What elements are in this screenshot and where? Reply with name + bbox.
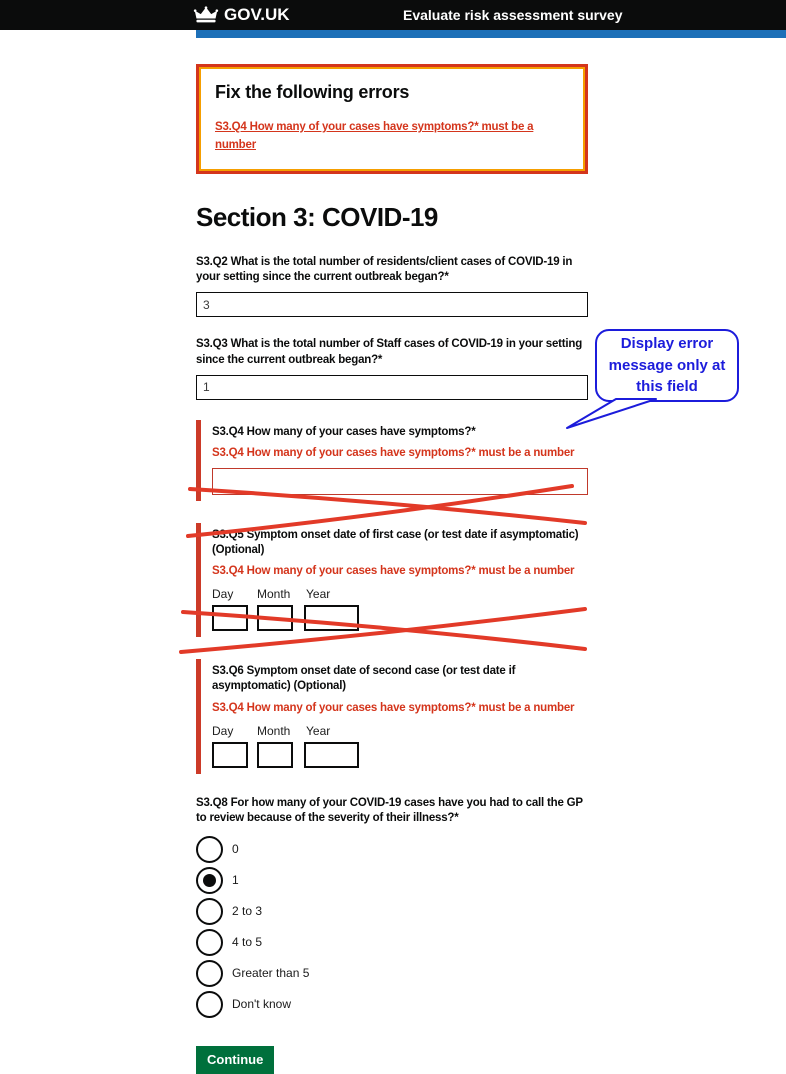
question-s3q6-year-input[interactable] (304, 742, 359, 768)
month-label: Month (257, 587, 291, 602)
annotation-bubble (595, 329, 739, 402)
question-s3q4-label: S3.Q4 How many of your cases have symptoms?* (212, 425, 476, 438)
radio-circle-icon[interactable] (196, 960, 223, 987)
year-label: Year (306, 587, 331, 602)
question-s3q2-label: S3.Q2 What is the total number of residents/client cases of COVID-19 in your setting since the current outbreak began?* (196, 256, 573, 284)
section-heading: Section 3: COVID-19 (196, 202, 438, 232)
radio-option-0[interactable] (196, 836, 588, 863)
question-s3q6-error-group (196, 659, 588, 773)
govuk-logo[interactable] (193, 0, 290, 30)
form-content (196, 64, 588, 1074)
question-s3q5-month-input[interactable] (257, 605, 293, 631)
question-s3q8 (196, 796, 588, 1018)
error-summary-link[interactable]: S3.Q4 How many of your cases have symptoms?* must be a number (215, 121, 534, 151)
question-s3q4-input[interactable] (212, 468, 588, 495)
radio-option-dont-know[interactable] (196, 991, 588, 1018)
crown-icon (193, 6, 219, 24)
question-s3q4-error-group (196, 420, 588, 501)
radio-option-greater-than-5[interactable] (196, 960, 588, 987)
radio-circle-icon[interactable] (196, 867, 223, 894)
continue-button[interactable]: Continue (196, 1046, 274, 1074)
govuk-header-bar (0, 0, 786, 30)
error-summary-box (196, 64, 588, 174)
question-s3q3 (196, 337, 588, 399)
question-s3q6-date-labels (212, 724, 588, 738)
question-s3q4-error-message: S3.Q4 How many of your cases have symptoms?* must be a number (212, 446, 575, 459)
radio-option-label: 0 (232, 842, 239, 857)
question-s3q6-day-input[interactable] (212, 742, 248, 768)
question-s3q5-error-message: S3.Q4 How many of your cases have symptoms?* must be a number (212, 565, 575, 578)
question-s3q2-input[interactable] (196, 292, 588, 317)
question-s3q5-error-group (196, 523, 588, 637)
radio-circle-icon[interactable] (196, 929, 223, 956)
radio-option-label: 4 to 5 (232, 935, 263, 950)
error-summary-title: Fix the following errors (215, 82, 410, 102)
radio-option-4to5[interactable] (196, 929, 588, 956)
year-label: Year (306, 723, 331, 738)
radio-circle-icon[interactable] (196, 836, 223, 863)
question-s3q6-month-input[interactable] (257, 742, 293, 768)
service-name[interactable]: Evaluate risk assessment survey (403, 7, 623, 23)
question-s3q6-error-message: S3.Q4 How many of your cases have symptoms?* must be a number (212, 701, 575, 714)
question-s3q5-year-input[interactable] (304, 605, 359, 631)
question-s3q6-date-inputs (212, 742, 588, 768)
question-s3q3-label: S3.Q3 What is the total number of Staff cases of COVID-19 in your setting since the current outbreak began?* (196, 338, 583, 366)
govuk-logo-text: GOV.UK (224, 5, 290, 24)
question-s3q5-label: S3.Q5 Symptom onset date of first case (or test date if asymptomatic) (Optional) (212, 528, 579, 557)
day-label: Day (212, 587, 234, 602)
question-s3q3-input[interactable] (196, 375, 588, 400)
question-s3q8-label: S3.Q8 For how many of your COVID-19 cases have you had to call the GP to review because of the severity of their illness?* (196, 796, 583, 824)
annotation-bubble-text: Display error message only at this field (608, 335, 726, 396)
radio-option-2to3[interactable] (196, 898, 588, 925)
day-label: Day (212, 723, 234, 738)
question-s3q5-date-inputs (212, 605, 588, 631)
header-accent-bar (196, 30, 786, 38)
radio-circle-icon[interactable] (196, 898, 223, 925)
radio-circle-icon[interactable] (196, 991, 223, 1018)
question-s3q6-label: S3.Q6 Symptom onset date of second case (or test date if asymptomatic) (Optional) (212, 665, 516, 693)
radio-option-label: Greater than 5 (232, 966, 310, 981)
question-s3q5-day-input[interactable] (212, 605, 248, 631)
question-s3q8-radio-group (196, 836, 588, 1018)
question-s3q2 (196, 255, 588, 317)
radio-option-1-selected[interactable] (196, 867, 588, 894)
radio-option-label: Don't know (232, 997, 291, 1012)
month-label: Month (257, 723, 291, 738)
question-s3q5-date-labels (212, 587, 588, 601)
radio-option-label: 1 (232, 873, 239, 888)
radio-option-label: 2 to 3 (232, 904, 263, 919)
